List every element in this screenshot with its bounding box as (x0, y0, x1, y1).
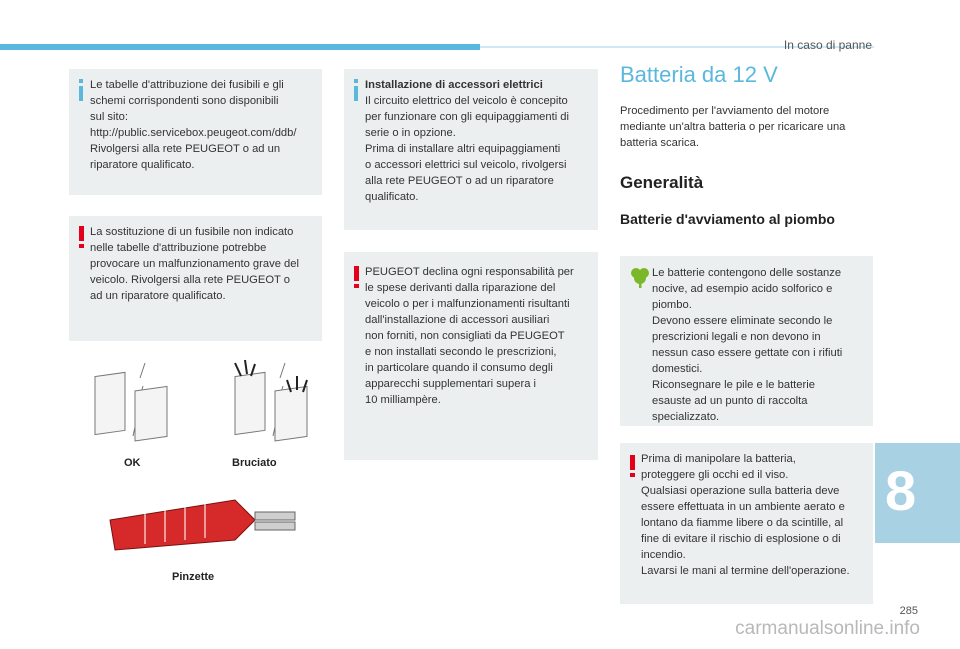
tweezers-label: Pinzette (172, 571, 215, 583)
header-accent-bar (0, 44, 480, 50)
warning-icon (79, 226, 84, 248)
lead-battery-heading: Batterie d'avviamento al piombo (620, 211, 835, 227)
warning-icon (630, 455, 635, 477)
fuse-burnt-label: Bruciato (232, 457, 277, 469)
tweezers-figure (110, 500, 295, 550)
chapter-number: 8 (885, 459, 917, 522)
battery-intro: Procedimento per l'avviamento del motore mediante un'altra batteria o per ricaricare una batteria scarica. (620, 105, 846, 149)
tweezers-illustration (105, 490, 305, 560)
info-title: Installazione di accessori elettrici (365, 79, 543, 91)
info-text: Il circuito elettrico del veicolo è concepito per funzionare con gli equipaggiamenti di serie o in opzione. Prima di installare altri equipaggiamenti o accessori elettrici sul veicolo, rivolgersi alla rete PEUGEOT o ad un riparatore qualificato. (365, 95, 569, 203)
warning-text: PEUGEOT declina ogni responsabilità per le spese derivanti dalla riparazione del veicolo o per i malfunzionamenti risultanti dall'installazione di accessori ausiliari non forniti, non consigliati da PEUGEOT e non installati secondo le prescrizioni, in particolare quando il consumo degli apparecchi supplementari supera i 10 milliampère. (365, 266, 574, 406)
warning-icon (354, 266, 359, 288)
fuse-ok-figure (95, 363, 167, 441)
warning-box-battery-handling (620, 443, 873, 604)
warning-text: La sostituzione di un fusibile non indicato nelle tabelle d'attribuzione potrebbe provocare un malfunzionamento grave del veicolo. Rivolgersi alla rete PEUGEOT o ad un riparatore qualificato. (90, 226, 299, 302)
fuse-illustrations (85, 358, 315, 458)
warning-box-fuse (69, 216, 322, 341)
environment-tree-icon (630, 266, 650, 288)
warning-box-liability (344, 252, 598, 460)
general-heading: Generalità (620, 173, 704, 192)
warning-text: Prima di manipolare la batteria, proteggere gli occhi ed il viso. Qualsiasi operazione sulla batteria deve essere effettuata in un ambiente aerato e lontano da fiamme libere o da scintille, al fine di evitare il rischio di esplosione o di incendio. Lavarsi le mani al termine dell'operazione. (641, 453, 850, 577)
fuse-burnt-figure (235, 360, 307, 441)
info-text: Le tabelle d'attribuzione dei fusibili e gli schemi corrispondenti sono disponibili sul sito: http://public.servicebox.peugeot.com/ddb/ Rivolgersi alla rete PEUGEOT o ad un riparatore qualificato. (90, 79, 297, 171)
info-box-accessories (344, 69, 598, 230)
page-number: 285 (899, 605, 918, 617)
eco-text: Le batterie contengono delle sostanze nocive, ad esempio acido solforico e piombo. Devono essere eliminate secondo le prescrizioni legali e non devono in nessun caso essere gettate con i rifiuti domestici. Riconsegnare le pile e le batterie esauste ad un punto di raccolta specializzato. (652, 267, 843, 423)
watermark: carmanualsonline.info (735, 618, 920, 639)
info-box-fuse-tables (69, 69, 322, 195)
battery-title: Batteria da 12 V (620, 62, 778, 87)
fuse-ok-label: OK (124, 457, 141, 469)
section-title: In caso di panne (783, 38, 872, 52)
info-icon (79, 79, 83, 101)
eco-box-disposal (620, 256, 873, 426)
info-icon (354, 79, 358, 101)
